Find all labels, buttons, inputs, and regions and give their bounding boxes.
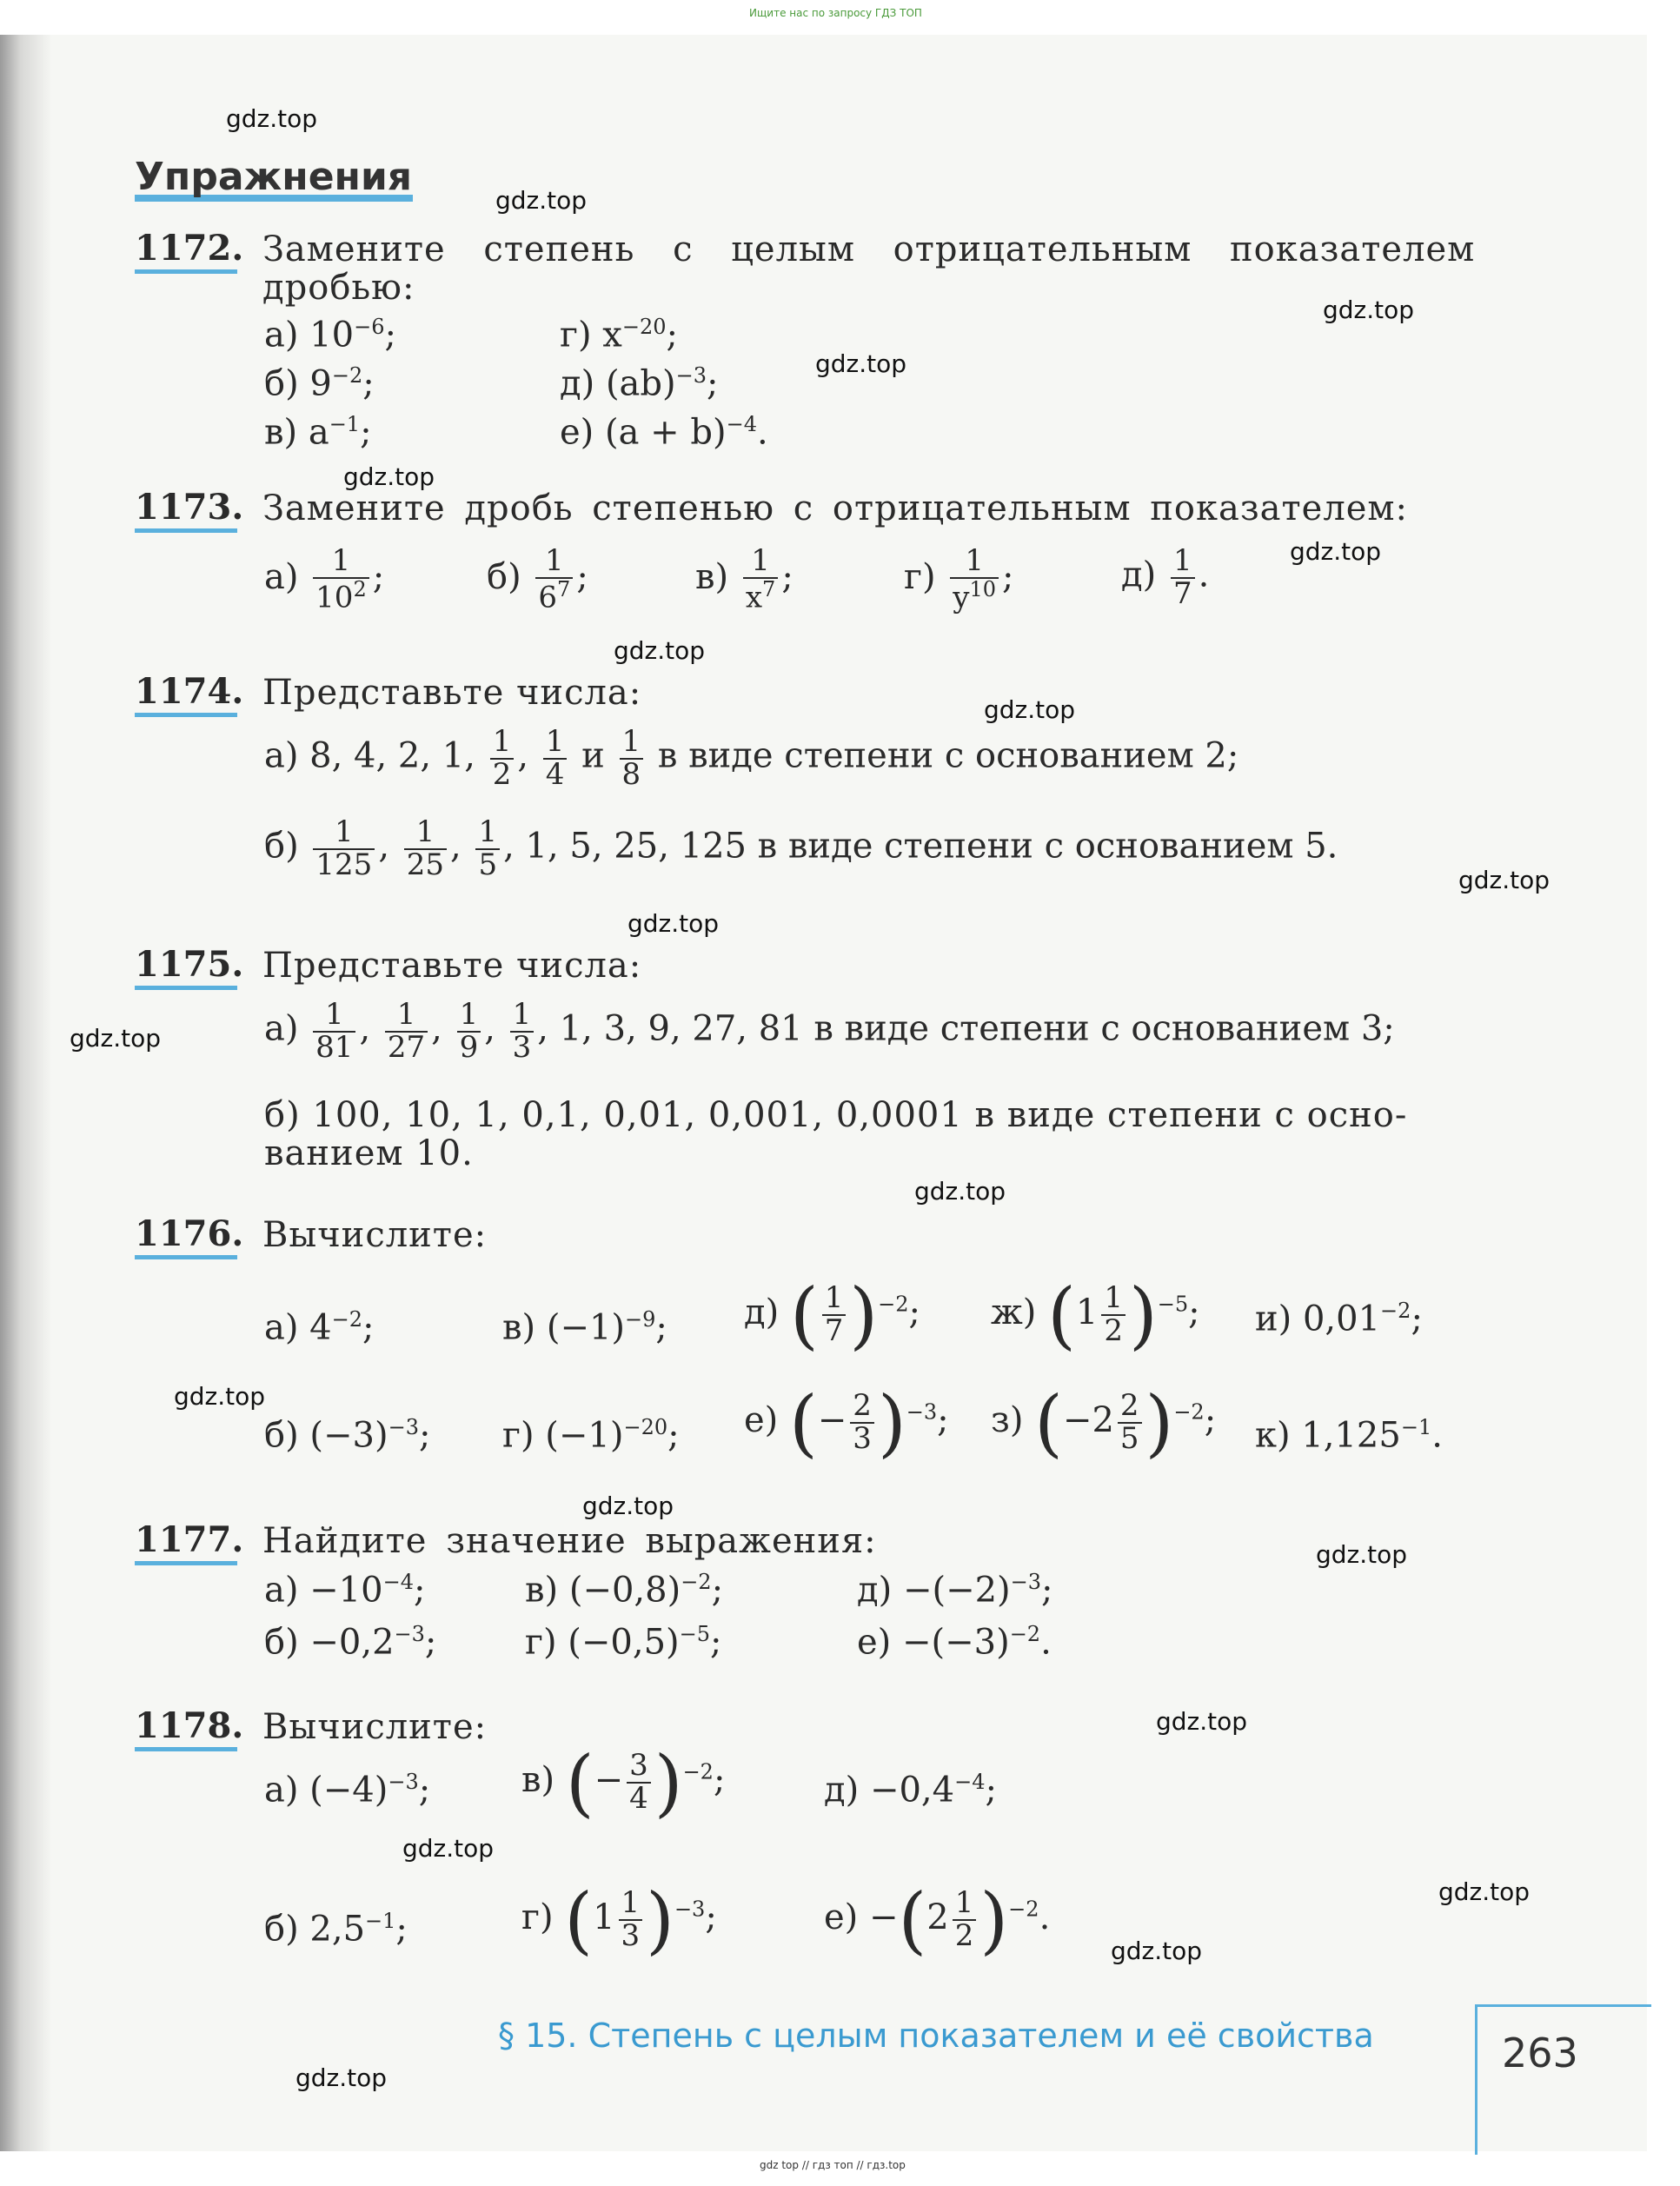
fraction: $\frac{1}{4}$ — [543, 727, 568, 790]
number-underline — [135, 269, 237, 274]
task-item: и) $0,01^{-2}$; — [1255, 1299, 1423, 1339]
fraction: $\frac{1}{2}$ — [1101, 1283, 1126, 1346]
task-item: б) $(-3)^{-3}$; — [264, 1415, 431, 1456]
task-item: д) (ab)$^{-3}$; — [560, 363, 719, 404]
watermark: gdz.top — [226, 104, 318, 133]
task-item: $а) -10^{-4}$; — [264, 1570, 426, 1611]
number-underline — [135, 1255, 237, 1259]
exercise-number: 1175. — [135, 944, 244, 985]
fraction: $\frac{2}{3}$ — [850, 1391, 874, 1454]
watermark: gdz.top — [614, 636, 706, 665]
watermark: gdz.top — [402, 1834, 495, 1863]
task-item: ж) (1 $\frac{1}{2}$ )$^{-5}$; — [991, 1272, 1200, 1358]
task-item: $е) -(-3)^{-2}$. — [857, 1622, 1052, 1663]
exercise-text: дробью: — [262, 268, 415, 308]
task-item: б) $\frac{1}{6^7}$ ; — [487, 543, 588, 615]
fraction: $\frac{3}{4}$ — [627, 1751, 651, 1814]
watermark: gdz.top — [343, 462, 435, 491]
task-item: е) −(2 $\frac{1}{2}$ )$^{-2}$. — [824, 1877, 1051, 1963]
exercise-text: Замените степень с целым отрицательным показателем — [262, 229, 1476, 269]
watermark: gdz.top — [1316, 1540, 1408, 1569]
task-item: а) 8, 4, 2, 1, $\frac{1}{2}$ , $\frac{1}{4}$ и $\frac{1}{8}$ в виде степени с основанием 2; — [264, 724, 1239, 792]
fraction: $\frac{1}{9}$ — [457, 1000, 481, 1063]
task-item: б) 100, 10, 1, 0,1, 0,01, 0,001, 0,0001 в виде степени с осно- — [264, 1095, 1408, 1135]
watermark: gdz.top — [70, 1024, 162, 1053]
exercise-number: 1174. — [135, 671, 244, 712]
task-item: в) $(-0,8)^{-2}$; — [525, 1570, 724, 1611]
task-item: ванием 10. — [264, 1133, 474, 1173]
exercise-number: 1176. — [135, 1213, 244, 1254]
task-item: $д) -0,4^{-4}$; — [824, 1770, 997, 1811]
exercise-number: 1177. — [135, 1519, 244, 1560]
task-item: д) ( $\frac{1}{7}$ )$^{-2}$; — [744, 1272, 921, 1358]
task-item: е) $(a + b)^{-4}$. — [560, 412, 768, 453]
fraction: $\frac{1}{y^{10}}$ — [950, 546, 999, 614]
fraction: $\frac{1}{3}$ — [510, 1000, 535, 1063]
task-item: г) $(-1)^{-20}$; — [502, 1415, 680, 1456]
task-item: а) $4^{-2}$; — [264, 1307, 375, 1348]
watermark: gdz.top — [582, 1492, 674, 1520]
exercise-text: Представьте числа: — [262, 946, 642, 986]
task-item: г) (1 $\frac{1}{3}$ )$^{-3}$; — [521, 1877, 717, 1963]
task-item: в) (− $\frac{3}{4}$ )$^{-2}$; — [521, 1740, 726, 1825]
fraction: $\frac{1}{8}$ — [620, 727, 644, 790]
page-number: 263 — [1502, 2030, 1578, 2076]
exercise-text: Замените дробь степенью с отрицательным показателем: — [262, 488, 1408, 528]
fraction: $\frac{1}{5}$ — [475, 817, 500, 880]
bottom-note: gdz top // гдз топ // гдз.top — [760, 2159, 906, 2171]
task-item: г) $x^{-20}$; — [560, 315, 678, 355]
section-heading: Упражнения — [135, 155, 413, 199]
watermark: gdz.top — [1156, 1707, 1248, 1736]
number-underline — [135, 986, 237, 990]
watermark: gdz.top — [1290, 537, 1382, 566]
fraction: $\frac{1}{7}$ — [822, 1283, 847, 1346]
number-underline — [135, 1747, 237, 1751]
watermark: gdz.top — [914, 1177, 1006, 1206]
fraction: $\frac{1}{125}$ — [313, 817, 375, 880]
task-item: $б) -0,2^{-3}$; — [264, 1622, 437, 1663]
exercise-text: Вычислите: — [262, 1215, 488, 1255]
exercise-number: 1172. — [135, 228, 244, 269]
fraction: $\frac{2}{5}$ — [1118, 1391, 1142, 1454]
watermark: gdz.top — [295, 2063, 388, 2092]
fraction: $\frac{1}{81}$ — [313, 1000, 355, 1063]
task-item: $д) -(-2)^{-3}$; — [857, 1570, 1053, 1611]
watermark: gdz.top — [815, 349, 907, 378]
watermark: gdz.top — [1438, 1877, 1531, 1906]
fraction: $\frac{1}{3}$ — [619, 1888, 643, 1951]
task-item: б) $\frac{1}{125}$ , $\frac{1}{25}$ , $\frac{1}{5}$ , 1, 5, 25, 125 в виде степени с основанием 5. — [264, 814, 1338, 882]
top-note: Ищите нас по запросу ГДЗ ТОП — [749, 7, 922, 19]
task-item: з) (−2 $\frac{2}{5}$ )$^{-2}$; — [991, 1380, 1217, 1465]
section-footer: § 15. Степень с целым показателем и её свойства — [498, 2017, 1374, 2055]
fraction: $\frac{1}{27}$ — [385, 1000, 428, 1063]
watermark: gdz.top — [174, 1382, 266, 1411]
fraction: $\frac{1}{2}$ — [953, 1888, 977, 1951]
exercise-text: Представьте числа: — [262, 673, 642, 713]
task-item: а) $\frac{1}{81}$ , $\frac{1}{27}$ , $\frac{1}{9}$ , $\frac{1}{3}$ , 1, 3, 9, 27, 81 в виде степени с основанием 3; — [264, 997, 1395, 1065]
task-item: в) $a^{-1}$; — [264, 412, 372, 453]
watermark: gdz.top — [1323, 296, 1415, 324]
number-underline — [135, 528, 237, 533]
fraction: $\frac{1}{25}$ — [404, 817, 447, 880]
task-item: г) $\frac{1}{y^{10}}$ ; — [904, 543, 1014, 615]
task-item: е) (− $\frac{2}{3}$ )$^{-3}$; — [744, 1380, 949, 1465]
exercise-number: 1178. — [135, 1705, 244, 1746]
task-item: д) $\frac{1}{7}$ . — [1121, 543, 1210, 611]
fraction: $\frac{1}{2}$ — [490, 727, 515, 790]
watermark: gdz.top — [495, 186, 588, 215]
task-item: в) $(-1)^{-9}$; — [502, 1307, 667, 1348]
task-item: б) $2,5^{-1}$; — [264, 1909, 408, 1950]
task-item: а) $\frac{1}{10^2}$ ; — [264, 543, 385, 615]
task-item: а) $(-4)^{-3}$; — [264, 1770, 431, 1811]
page-binding-shadow — [0, 35, 52, 2151]
watermark: gdz.top — [984, 695, 1076, 724]
task-item: в) $\frac{1}{x^7}$ ; — [695, 543, 794, 615]
watermark: gdz.top — [628, 909, 720, 938]
watermark: gdz.top — [1458, 866, 1551, 894]
exercise-text: Найдите значение выражения: — [262, 1521, 877, 1561]
page-number-frame — [1475, 2004, 1651, 2155]
exercise-number: 1173. — [135, 487, 244, 528]
fraction: $\frac{1}{6^7}$ — [535, 546, 573, 614]
exercise-text: Вычислите: — [262, 1707, 488, 1747]
fraction: $\frac{1}{7}$ — [1171, 546, 1195, 609]
watermark: gdz.top — [1111, 1937, 1203, 1965]
task-item: к) $1,125^{-1}$. — [1255, 1415, 1443, 1456]
task-item: а) $10^{-6}$; — [264, 315, 396, 355]
task-item: б) $9^{-2}$; — [264, 363, 375, 404]
fraction: $\frac{1}{10^2}$ — [313, 546, 369, 614]
number-underline — [135, 713, 237, 717]
fraction: $\frac{1}{x^7}$ — [743, 546, 778, 614]
task-item: г) $(-0,5)^{-5}$; — [525, 1622, 722, 1663]
number-underline — [135, 1561, 237, 1565]
